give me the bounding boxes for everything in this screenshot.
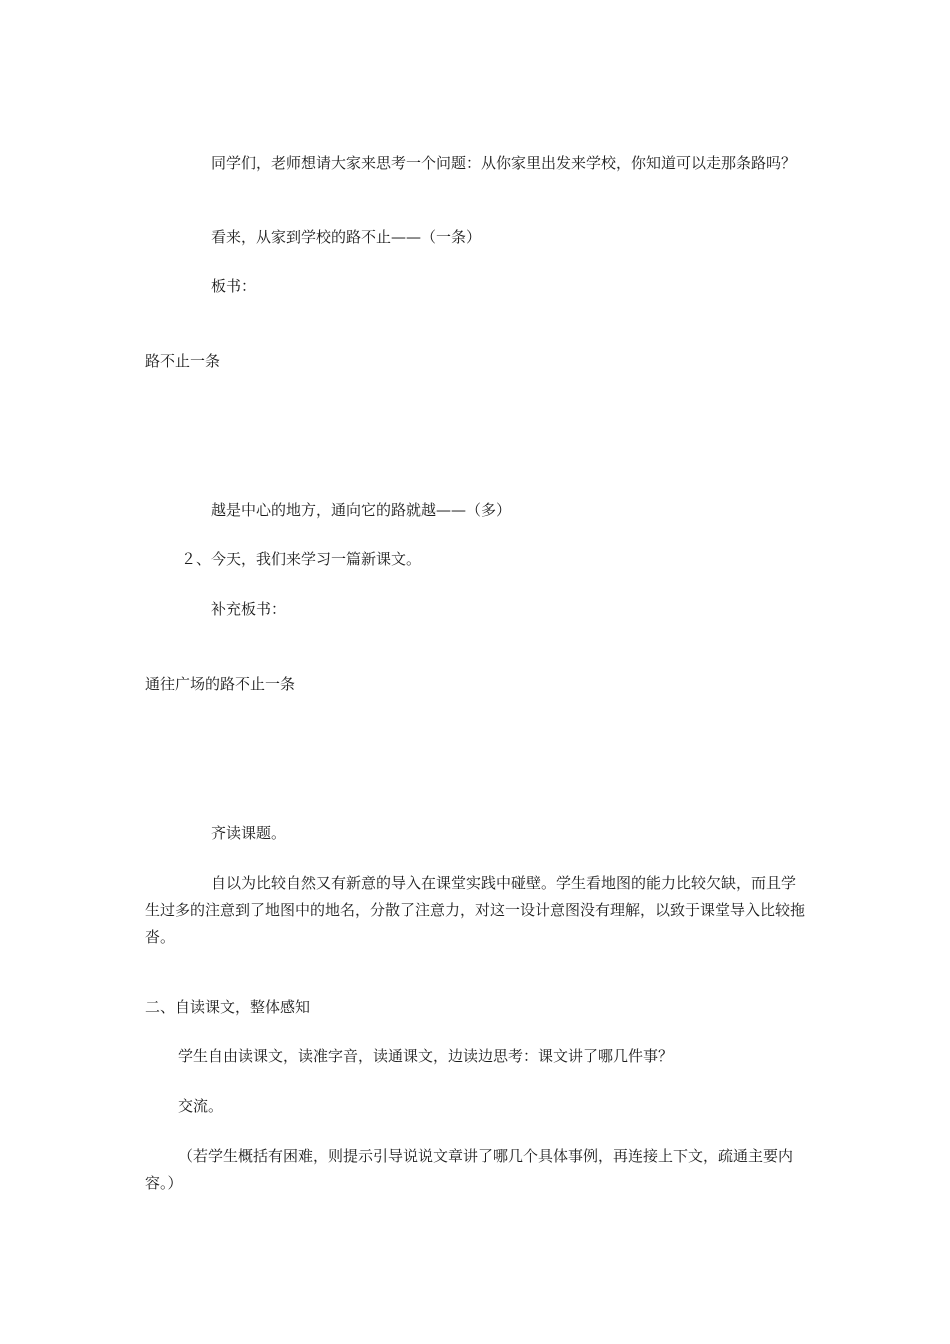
- paragraph-exchange: 交流。: [178, 1097, 224, 1115]
- paragraph-read-title: 齐读课题。: [211, 824, 287, 842]
- paragraph-reflection: 自以为比较自然又有新意的导入在课堂实践中碰壁。学生看地图的能力比较欠缺，而且学生过多的注意到了地图中的地名，分散了注意力，对这一设计意图没有理解，以致于课堂导入比较拖沓。: [145, 874, 806, 946]
- board-text-square: 通往广场的路不止一条: [145, 675, 296, 693]
- paragraph-free-reading: 学生自由读课文，读准字音，读通课文，边读边思考：课文讲了哪几件事？: [178, 1047, 674, 1065]
- section-heading-self-reading: 二、自读课文，整体感知: [145, 998, 311, 1016]
- board-text-road: 路不止一条: [145, 352, 221, 370]
- paragraph-new-lesson: ２、今天，我们来学习一篇新课文。: [181, 550, 422, 568]
- paragraph-board-label: 板书：: [211, 277, 257, 295]
- paragraph-not-only-one: 看来，从家到学校的路不止——（一条）: [211, 228, 482, 246]
- paragraph-center: 越是中心的地方，通向它的路就越——（多）: [211, 501, 512, 519]
- paragraph-supplement-board-label: 补充板书：: [211, 600, 287, 618]
- paragraph-question: 同学们，老师想请大家来思考一个问题：从你家里出发来学校，你知道可以走那条路吗？: [211, 154, 797, 172]
- paragraph-hint: （若学生概括有困难，则提示引导说说文章讲了哪几个具体事例，再连接上下文，疏通主要内容。）: [145, 1147, 794, 1192]
